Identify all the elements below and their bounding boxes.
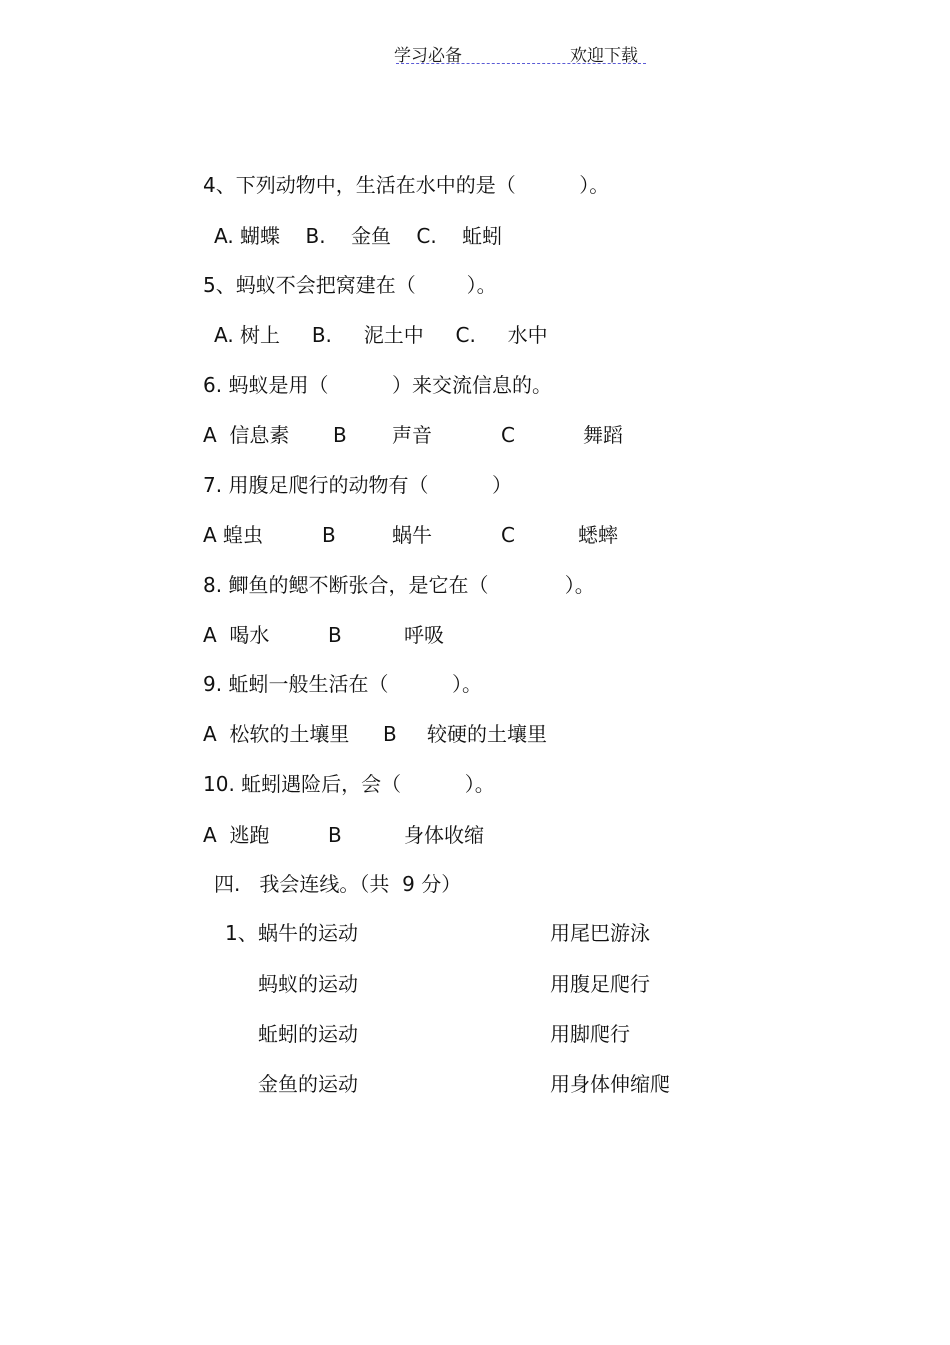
option-b-letter: B	[328, 823, 342, 847]
option-c-text: 蟋蟀	[578, 523, 618, 547]
option-b-text: 声音	[392, 423, 432, 447]
question-8-stem: 8. 鲫鱼的鳃不断张合，是它在（ ）。	[203, 573, 595, 597]
matching-left-item: 蜗牛的运动	[258, 921, 358, 945]
question-10-stem: 10. 蚯蚓遇险后，会（ ）。	[203, 772, 495, 796]
option-a: A 蝗虫	[203, 523, 264, 547]
header-dashed-rule	[396, 63, 646, 64]
question-4-options: A. 蝴蝶 B. 金鱼 C. 蚯蚓	[214, 224, 503, 248]
option-b-letter: B	[328, 623, 342, 647]
header-left-text: 学习必备	[394, 46, 462, 66]
matching-left-item: 蚯蚓的运动	[258, 1022, 358, 1046]
option-b-text: 较硬的土壤里	[427, 722, 547, 746]
option-b-letter: B	[333, 423, 347, 447]
question-9-stem: 9. 蚯蚓一般生活在（ ）。	[203, 672, 483, 696]
option-c-letter: C	[501, 523, 515, 547]
option-c-letter: C	[501, 423, 515, 447]
question-6-stem: 6. 蚂蚁是用（ ）来交流信息的。	[203, 373, 553, 397]
question-5-options: A. 树上 B. 泥土中 C. 水中	[214, 323, 548, 347]
option-c-text: 舞蹈	[583, 423, 623, 447]
matching-right-item: 用尾巴游泳	[550, 921, 650, 945]
question-5-stem: 5、蚂蚁不会把窝建在（ ）。	[203, 273, 497, 297]
option-a: A 信息素	[203, 423, 290, 447]
matching-right-item: 用身体伸缩爬	[550, 1072, 670, 1096]
option-a: A 松软的土壤里	[203, 722, 350, 746]
option-a: A 逃跑	[203, 823, 270, 847]
option-a: A 喝水	[203, 623, 270, 647]
matching-right-item: 用脚爬行	[550, 1022, 630, 1046]
matching-item-number: 1、	[225, 921, 258, 945]
question-7-stem: 7. 用腹足爬行的动物有（ ）	[203, 473, 513, 497]
question-4-stem: 4、下列动物中，生活在水中的是（ ）。	[203, 173, 610, 197]
matching-right-item: 用腹足爬行	[550, 972, 650, 996]
option-b-text: 身体收缩	[404, 823, 484, 847]
option-b-text: 呼吸	[404, 623, 444, 647]
option-b-letter: B	[322, 523, 336, 547]
matching-left-item: 金鱼的运动	[258, 1072, 358, 1096]
option-b-text: 蜗牛	[392, 523, 432, 547]
header-right-text: 欢迎下载	[570, 46, 638, 66]
option-b-letter: B	[383, 722, 397, 746]
section-4-title: 四. 我会连线。（共 9 分）	[214, 872, 462, 896]
matching-left-item: 蚂蚁的运动	[258, 972, 358, 996]
